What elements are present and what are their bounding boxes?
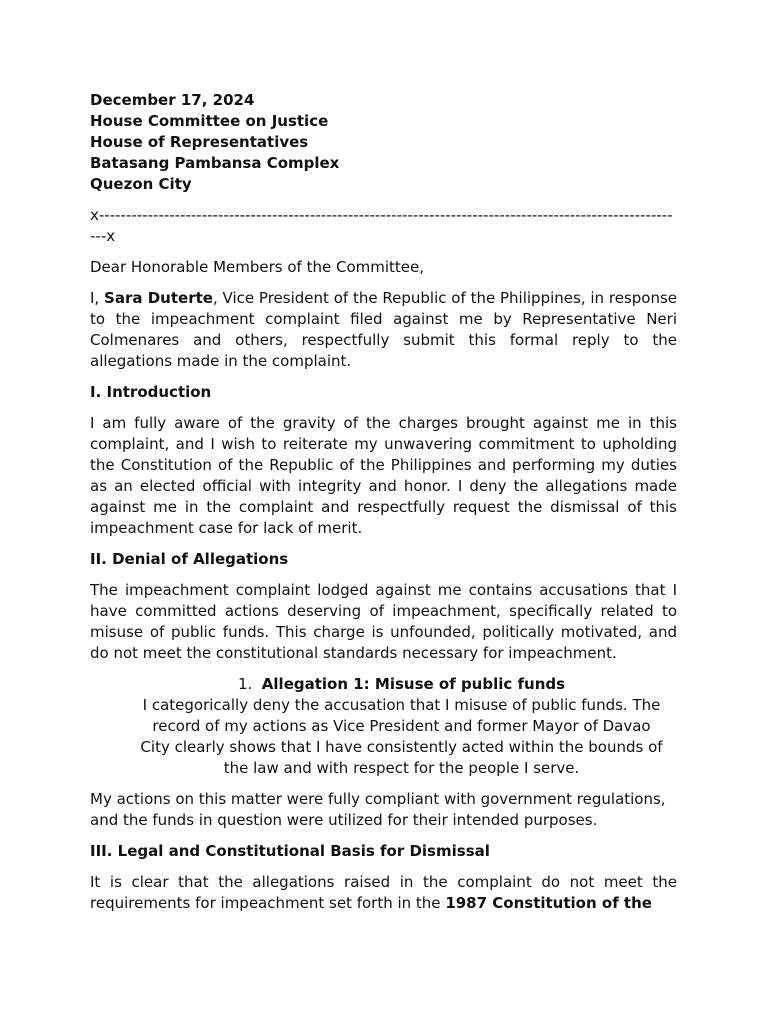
letter-page <box>90 90 677 914</box>
introduction-paragraph: I am fully aware of the gravity of the charges brought against me in this complaint, and I wish to reiterate my unwavering commitment to upholding the Constitution of the Republic of the Philippines and performing my duties as an elected official with integrity and honor. I deny the allegations made against me in the complaint and respectfully request the dismissal of this impeachment case for lack of merit. <box>90 414 677 537</box>
salutation: Dear Honorable Members of the Committee, <box>90 258 425 276</box>
intro-rest: , Vice President of the Republic of the Philippines, in response to the impeachment complaint filed against me by Representative Neri Colmenares and others, respectfully submit this formal reply to the allegations made in the complaint. <box>90 289 678 370</box>
followup-paragraph: My actions on this matter were fully compliant with government regulations, and the funds in question were utilized for their intended purposes. <box>90 790 666 829</box>
intro-prefix: I, <box>90 289 105 307</box>
sender-name: Sara Duterte <box>104 289 213 307</box>
recipient-committee: House Committee on Justice <box>90 112 329 130</box>
letter-header <box>90 90 677 195</box>
recipient-city: Quezon City <box>90 175 192 193</box>
legal-basis-paragraph <box>90 872 677 914</box>
section-heading-introduction: I. Introduction <box>90 383 212 401</box>
denial-paragraph: The impeachment complaint lodged against me contains accusations that I have committed actions deserving of impeachment, specifically related to misuse of public funds. This charge is unfounded, politically motivated, and do not meet the constitutional standards necessary for impeachment. <box>90 581 677 662</box>
constitution-reference: 1987 Constitution of the <box>445 894 652 912</box>
intro-paragraph <box>90 288 677 372</box>
allegation-text: I categorically deny the accusation that I misuse of public funds. The record of my actions as Vice President and former Mayor of Davao City clearly shows that I have consistently acted within the bounds of the law and with respect for the people I serve. <box>140 696 663 777</box>
allegation-title-line <box>136 674 667 695</box>
allegation-item <box>90 674 677 779</box>
allegation-number: 1. <box>237 675 253 693</box>
legal-basis-text: It is clear that the allegations raised in the complaint do not meet the requirements for impeachment set forth in the <box>90 873 677 912</box>
recipient-house: House of Representatives <box>90 133 309 151</box>
separator-line: x-------------------------------------------------------------------------------------------------------------x <box>90 206 673 245</box>
section-heading-legal-basis: III. Legal and Constitutional Basis for Dismissal <box>90 842 490 860</box>
section-heading-denial: II. Denial of Allegations <box>90 550 289 568</box>
recipient-complex: Batasang Pambansa Complex <box>90 154 340 172</box>
allegation-title: Allegation 1: Misuse of public funds <box>261 675 566 693</box>
letter-date: December 17, 2024 <box>90 91 255 109</box>
